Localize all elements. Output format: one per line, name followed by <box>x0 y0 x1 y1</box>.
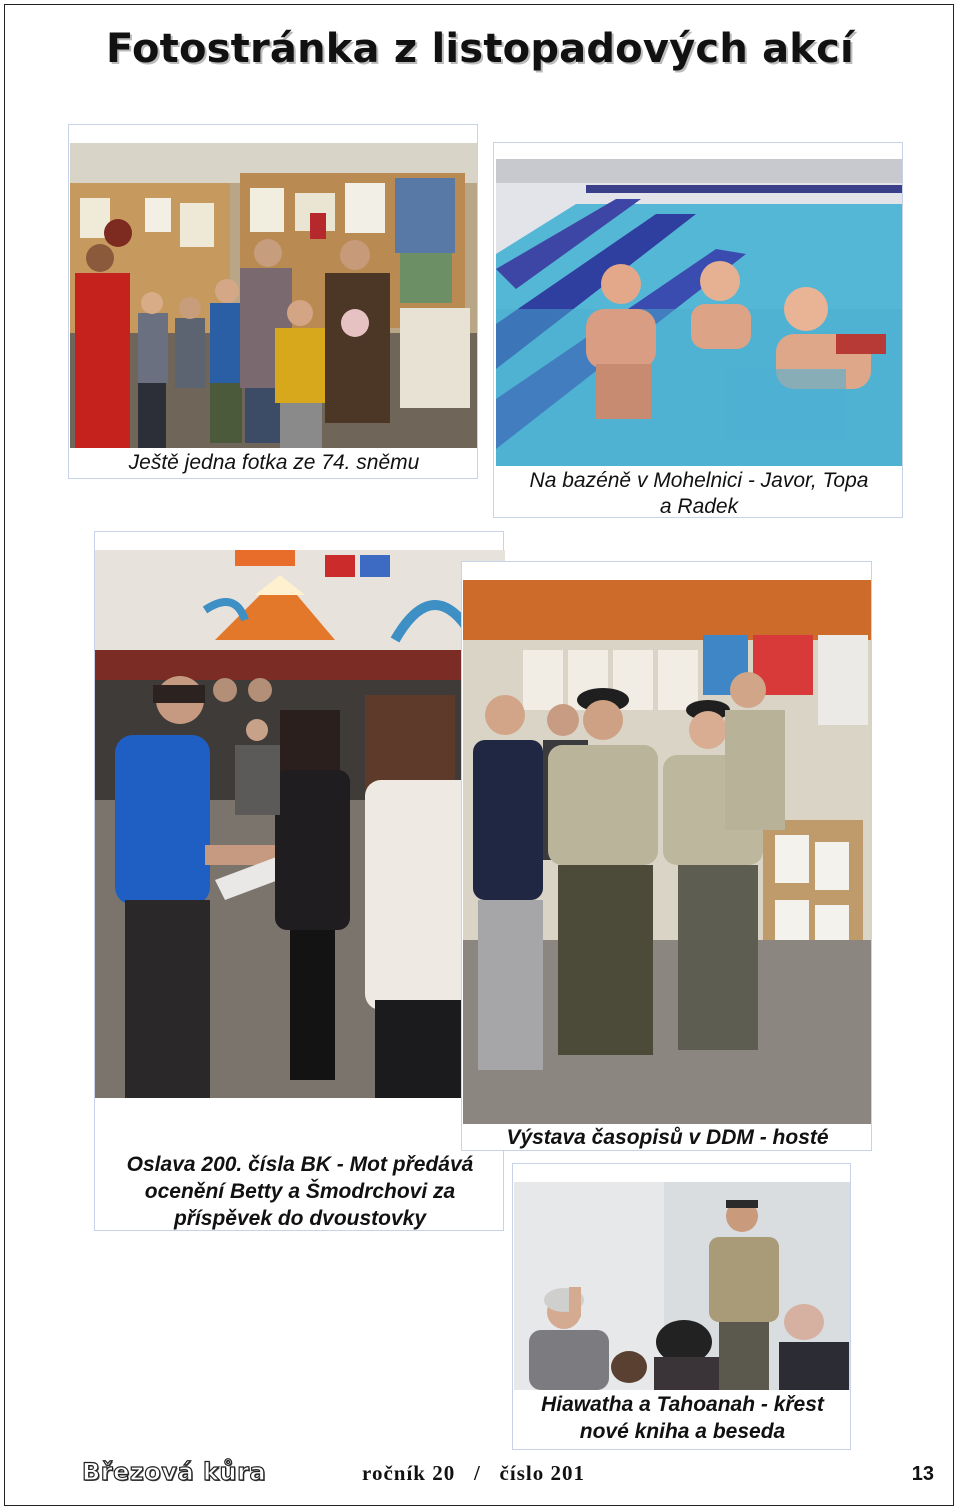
photo-exhibition <box>463 580 871 1124</box>
photo-caption-hiawatha-line-2: nové kniha a beseda <box>579 1420 786 1443</box>
page-title: Fotostránka z listopadových akcí <box>106 26 854 72</box>
magazine-logo: Březová kůra <box>82 1458 267 1486</box>
photo-swimming-pool <box>496 159 902 466</box>
photo-frame-oslava <box>94 531 504 1231</box>
photo-caption-hiawatha-line-1: Hiawatha a Tahoanah - křest <box>541 1393 824 1416</box>
issue-info: ročník 20 / číslo 201 <box>362 1461 585 1485</box>
photo-frame-sneme <box>68 124 478 479</box>
photo-celebration <box>95 550 505 1098</box>
photo-frame-hiawatha <box>512 1163 851 1450</box>
photo-caption-bazen-line-2: a Radek <box>659 495 739 518</box>
photo-caption-bazen-line-1: Na bazéně v Mohelnici - Javor, Topa <box>529 469 869 492</box>
page-number: 13 <box>911 1463 934 1485</box>
photo-caption-oslava-line-2: ocenění Betty a Šmodrchovi za <box>144 1180 456 1203</box>
photo-caption-oslava-line-3: příspěvek do dvoustovky <box>173 1207 427 1230</box>
photo-frame-vystava <box>461 561 872 1151</box>
photo-caption-oslava-line-1: Oslava 200. čísla BK - Mot předává <box>126 1153 474 1176</box>
photo-meeting-room <box>70 143 477 448</box>
photo-caption-sneme: Ještě jedna fotka ze 74. sněmu <box>128 451 420 474</box>
photo-book-launch <box>514 1182 850 1390</box>
photo-caption-vystava: Výstava časopisů v DDM - hosté <box>506 1126 829 1149</box>
photo-frame-bazen <box>493 142 903 518</box>
